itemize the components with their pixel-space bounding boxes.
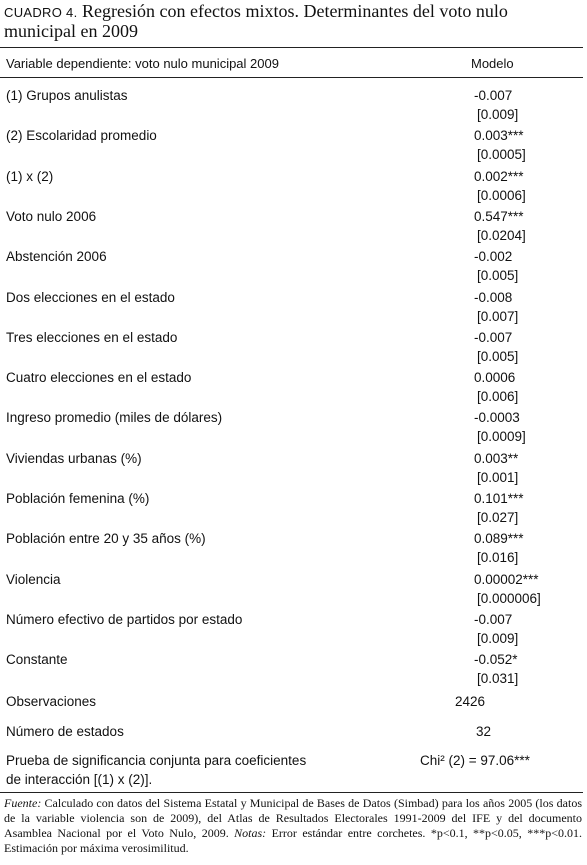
coefficient-value: 0.089*** (474, 531, 524, 547)
variable-label: (1) x (2) (6, 168, 54, 184)
source-label: Fuente: (4, 796, 42, 810)
standard-error-value: [0.0204] (477, 227, 526, 243)
table-footnote (4, 796, 582, 856)
coefficient-value: -0.008 (474, 289, 513, 305)
variable-label: (2) Escolaridad promedio (6, 128, 157, 144)
variable-label: Ingreso promedio (miles de dólares) (6, 410, 223, 426)
variable-label: Tres elecciones en el estado (6, 329, 178, 345)
variable-label: Constante (6, 652, 68, 668)
coefficient-value: 0.00002*** (474, 571, 539, 587)
standard-error-value: [0.005] (477, 268, 519, 284)
standard-error-value: [0.005] (477, 348, 519, 364)
variable-label: Voto nulo 2006 (6, 208, 97, 224)
joint-test-label-line2: de interacción [(1) x (2)]. (6, 772, 153, 787)
variable-label: Dos elecciones en el estado (6, 289, 175, 305)
standard-error-value: [0.007] (477, 308, 519, 324)
coefficient-value: -0.007 (474, 88, 513, 103)
column-header-model: Modelo (471, 56, 514, 71)
states-label: Número de estados (6, 724, 124, 739)
coefficient-value: -0.002 (474, 249, 513, 265)
table-caption: Regresión con efectos mixtos. Determinantes del voto nulo municipal en 2009 (4, 1, 508, 41)
bottom-rule (0, 792, 583, 793)
standard-error-value: [0.027] (477, 510, 519, 525)
standard-error-value: [0.000006] (477, 590, 541, 606)
table-title (4, 2, 579, 41)
variable-label: Viviendas urbanas (%) (6, 450, 142, 466)
variable-label: (1) Grupos anulistas (6, 88, 128, 103)
coefficient-value: -0.007 (474, 329, 513, 345)
column-header-variable: Variable dependiente: voto nulo municipal 2009 (6, 56, 279, 71)
standard-error-value: [0.009] (477, 107, 519, 122)
observations-label: Observaciones (6, 694, 97, 709)
joint-test-label-line1: Prueba de significancia conjunta para coeficientes (6, 753, 307, 768)
standard-error-value: [0.0005] (477, 147, 526, 163)
header-rule (0, 77, 583, 78)
table-number: CUADRO 4. (4, 5, 78, 20)
standard-error-value: [0.009] (477, 630, 519, 646)
variable-label: Número efectivo de partidos por estado (6, 611, 243, 627)
standard-error-value: [0.001] (477, 469, 519, 485)
top-rule (0, 47, 583, 48)
standard-error-value: [0.016] (477, 550, 519, 566)
coefficient-value: -0.0003 (474, 410, 520, 426)
source-text: Calculado con datos del Sistema Estatal y Municipal de Bases de Datos (Simbad) para los años 2005 (los datos de la variable violencia son de 2009), del Atlas de Resultados Electorales 1991-2009 del IFE y del documento Asamblea Nacional por el Voto Nulo, 2009. (4, 796, 582, 840)
variable-label: Violencia (6, 571, 61, 587)
coefficient-value: 0.003*** (474, 128, 524, 144)
coefficient-value: 0.003** (474, 450, 519, 466)
coefficient-value: 0.547*** (474, 208, 524, 224)
observations-value: 2426 (455, 694, 486, 709)
states-value: 32 (476, 724, 492, 739)
variable-label: Cuatro elecciones en el estado (6, 370, 192, 386)
standard-error-value: [0.006] (477, 389, 519, 405)
standard-error-value: [0.031] (477, 671, 519, 687)
coefficient-value: -0.052* (474, 652, 518, 668)
variable-label: Población entre 20 y 35 años (%) (6, 531, 206, 547)
coefficient-value: 0.0006 (474, 370, 516, 386)
joint-test-value: Chi² (2) = 97.06*** (420, 753, 530, 768)
coefficient-value: 0.101*** (474, 491, 524, 506)
notes-label: Notas: (234, 826, 267, 840)
coefficient-value: -0.007 (474, 611, 513, 627)
variable-label: Población femenina (%) (6, 491, 150, 506)
notes-text: Error estándar entre corchetes. *p<0.1, **p<0.05, ***p<0.01. Estimación por máxima verosimilitud. (4, 826, 582, 855)
standard-error-value: [0.0006] (477, 187, 526, 203)
coefficient-value: 0.002*** (474, 168, 524, 184)
standard-error-value: [0.0009] (477, 429, 526, 445)
variable-label: Abstención 2006 (6, 249, 107, 265)
